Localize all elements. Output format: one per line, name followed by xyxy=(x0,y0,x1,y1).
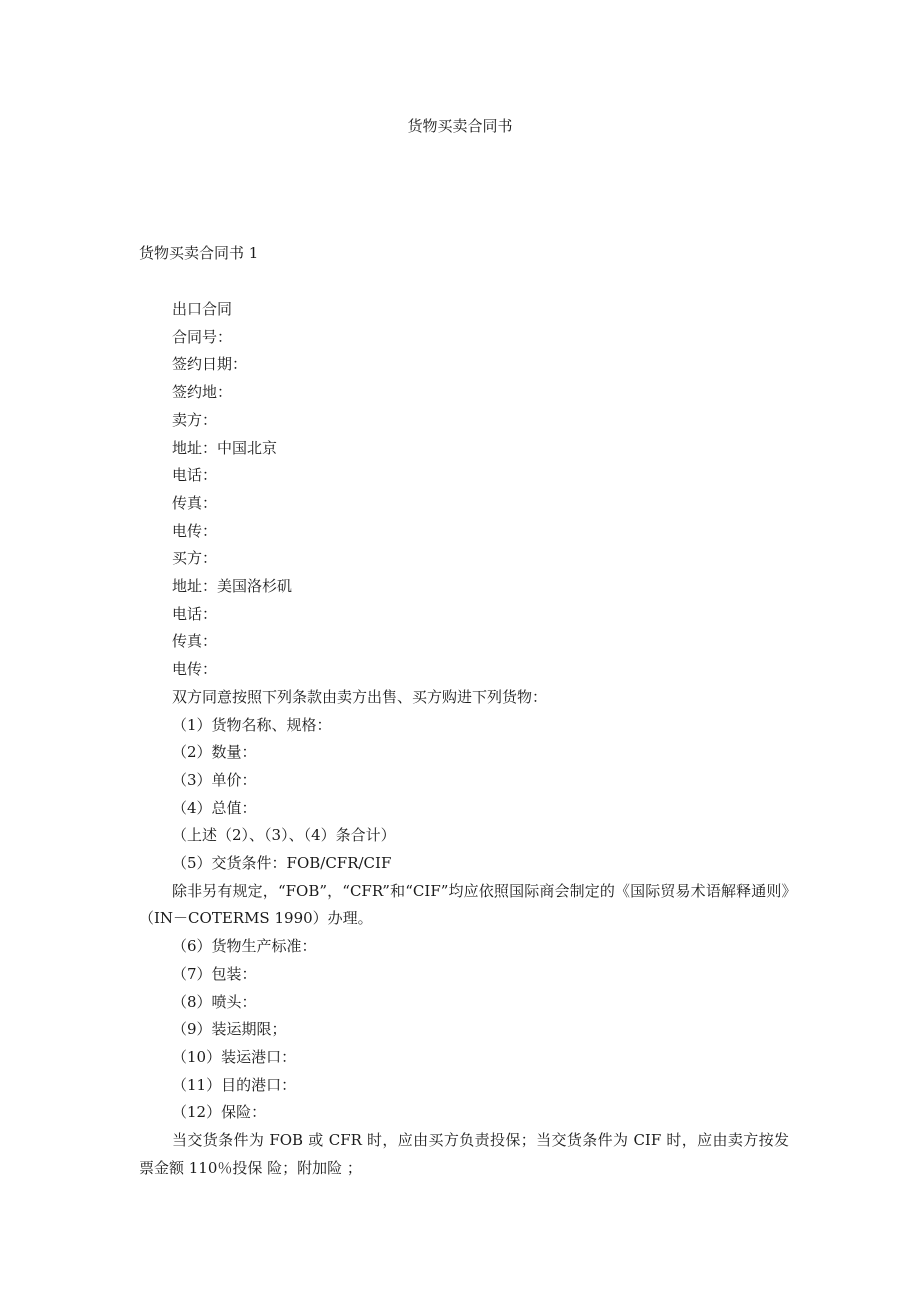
clause-shipment-period: （9）装运期限； xyxy=(172,1020,287,1039)
seller-address-field: 地址：中国北京 xyxy=(172,438,278,457)
buyer-field: 买方： xyxy=(172,549,218,568)
contract-body xyxy=(139,296,789,1183)
section-heading: 货物买卖合同书 1 xyxy=(139,244,259,262)
clause-total-note: （上述（2）、（3）、（4）条合计） xyxy=(172,826,396,845)
incoterms-paragraph: 除非另有规定，“FOB”，“CFR”和“CIF”均应依照国际商会制定的《国际贸易术语解释通则》（IN－COTERMS 1990）办理。 xyxy=(139,881,789,928)
signing-place-field: 签约地： xyxy=(172,383,233,402)
clause-quantity: （2）数量： xyxy=(172,743,257,762)
contract-number-field: 合同号： xyxy=(172,327,233,346)
buyer-fax-field: 传真： xyxy=(172,632,218,651)
clause-production-standard: （6）货物生产标准： xyxy=(172,937,317,956)
clause-total-value: （4）总值： xyxy=(172,798,257,817)
agreement-statement: 双方同意按照下列条款由卖方出售、买方购进下列货物： xyxy=(172,687,548,706)
clause-packing: （7）包装： xyxy=(172,964,257,983)
buyer-address-field: 地址：美国洛杉矶 xyxy=(172,577,293,596)
seller-telex-field: 电传： xyxy=(172,521,218,540)
clause-loading-port: （10）装运港口： xyxy=(172,1047,297,1066)
buyer-telex-field: 电传： xyxy=(172,660,218,679)
contract-type: 出口合同 xyxy=(172,300,233,318)
insurance-paragraph: 当交货条件为 FOB 或 CFR 时，应由买方负责投保；当交货条件为 CIF 时，应由卖方按发票金额 110％投保 险；附加险 ； xyxy=(139,1131,789,1177)
seller-phone-field: 电话： xyxy=(172,466,218,485)
seller-fax-field: 传真： xyxy=(172,493,218,512)
buyer-phone-field: 电话： xyxy=(172,604,218,623)
seller-field: 卖方： xyxy=(172,410,218,429)
clause-insurance: （12）保险： xyxy=(172,1103,267,1122)
clause-marks: （8）喷头： xyxy=(172,992,257,1011)
document-title: 货物买卖合同书 xyxy=(407,117,513,135)
clause-destination-port: （11）目的港口： xyxy=(172,1075,297,1094)
signing-date-field: 签约日期： xyxy=(172,355,248,374)
clause-delivery-terms: （5）交货条件：FOB/CFR/CIF xyxy=(172,854,392,873)
clause-unit-price: （3）单价： xyxy=(172,770,257,789)
clause-goods-name: （1）货物名称、规格： xyxy=(172,715,332,734)
